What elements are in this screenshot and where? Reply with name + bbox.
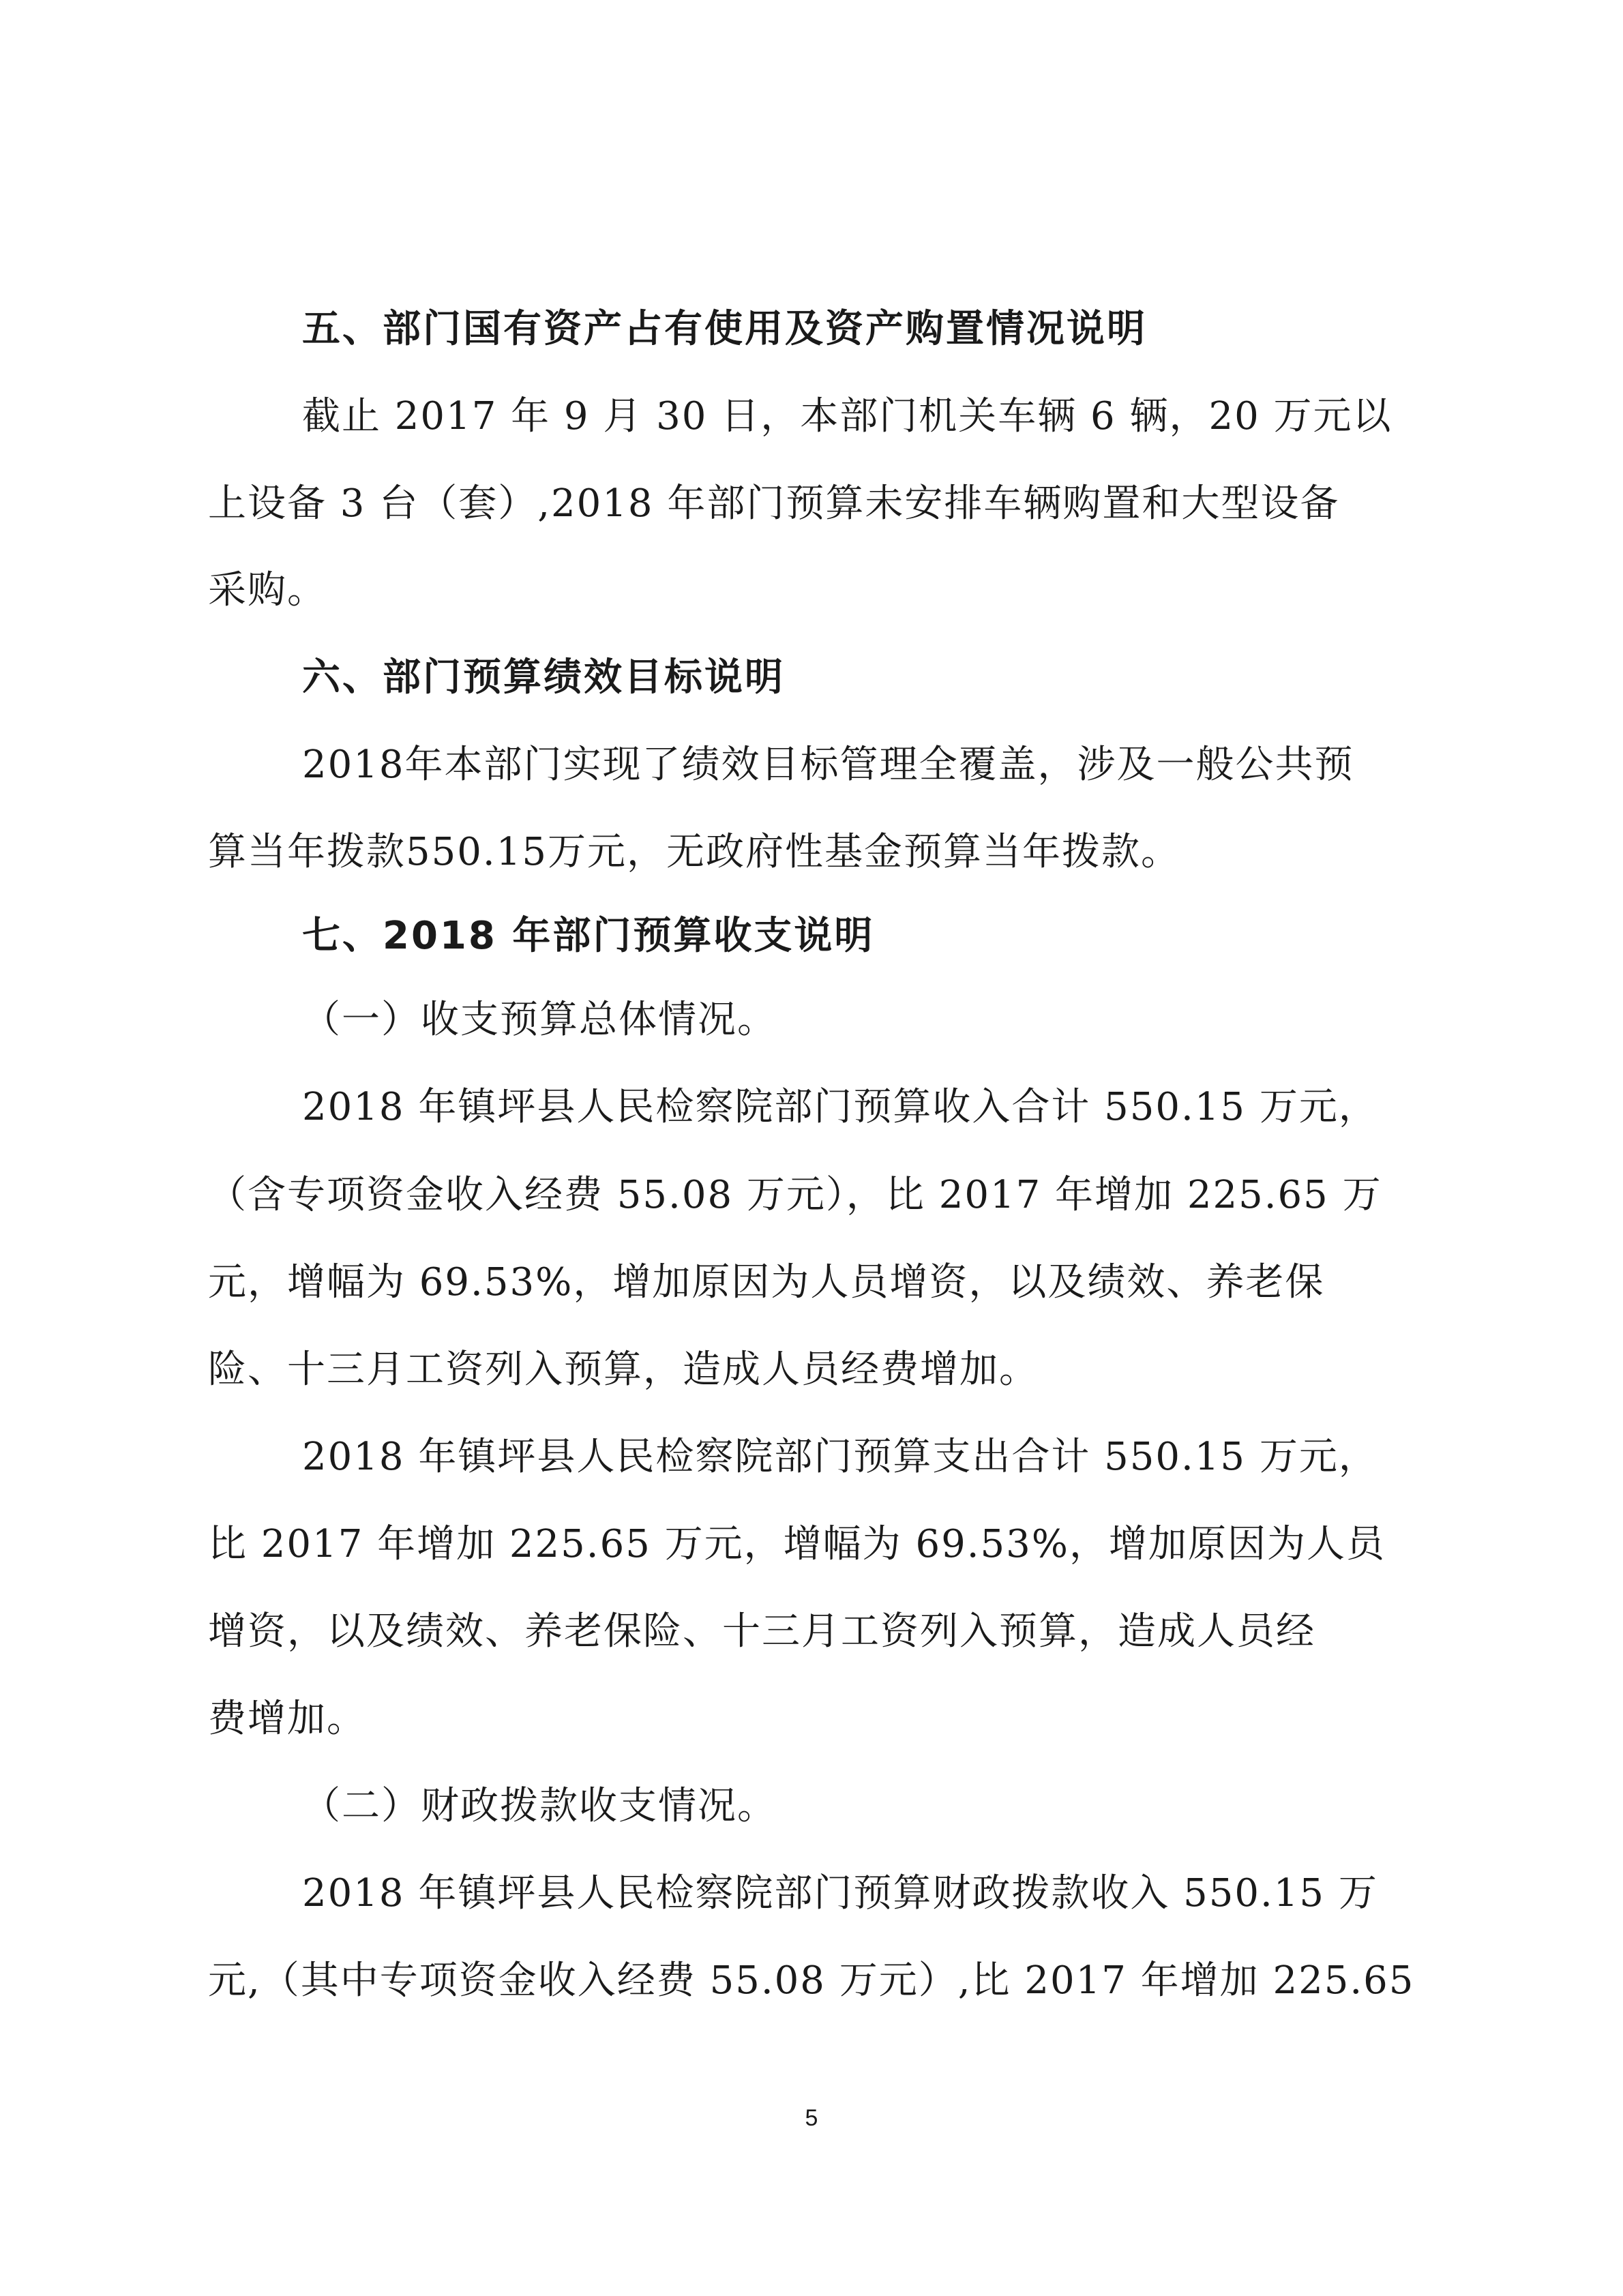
page-number: 5 bbox=[805, 2105, 818, 2131]
line-text: 2018 年镇坪县人民检察院部门预算收入合计 550.15 万元， bbox=[302, 1085, 1378, 1129]
line-text: （一）收支预算总体情况。 bbox=[302, 998, 777, 1042]
line-text: 费增加。 bbox=[208, 1697, 366, 1741]
heading-text: 五、部门国有资产占有使用及资产购置情况说明 bbox=[302, 307, 1147, 351]
line-text: 2018年本部门实现了绩效目标管理全覆盖，涉及一般公共预 bbox=[302, 743, 1354, 787]
line-text: 算当年拨款550.15万元，无政府性基金预算当年拨款。 bbox=[208, 830, 1180, 874]
line-text: （含专项资金收入经费 55.08 万元），比 2017 年增加 225.65 万 bbox=[208, 1173, 1382, 1217]
line-text: 增资，以及绩效、养老保险、十三月工资列入预算，造成人员经 bbox=[208, 1609, 1315, 1654]
line-text: 上设备 3 台（套）,2018 年部门预算未安排车辆购置和大型设备 bbox=[208, 481, 1340, 526]
line-text: 2018 年镇坪县人民检察院部门预算支出合计 550.15 万元， bbox=[302, 1435, 1378, 1479]
heading-text: 七、2018 年部门预算收支说明 bbox=[302, 914, 875, 958]
line-text: 险、十三月工资列入预算，造成人员经费增加。 bbox=[208, 1347, 1039, 1392]
line-text: 截止 2017 年 9 月 30 日，本部门机关车辆 6 辆，20 万元以 bbox=[302, 394, 1393, 438]
heading-text: 六、部门预算绩效目标说明 bbox=[302, 655, 785, 700]
line-text: 元，增幅为 69.53%，增加原因为人员增资，以及绩效、养老保 bbox=[208, 1260, 1325, 1304]
line-text: （二）财政拨款收支情况。 bbox=[302, 1784, 777, 1828]
line-text: 比 2017 年增加 225.65 万元，增幅为 69.53%，增加原因为人员 bbox=[208, 1522, 1386, 1566]
line-text: 2018 年镇坪县人民检察院部门预算财政拨款收入 550.15 万 bbox=[302, 1871, 1378, 1915]
line-text: 采购。 bbox=[208, 568, 327, 612]
line-text: 元,（其中专项资金收入经费 55.08 万元）,比 2017 年增加 225.65 bbox=[208, 1958, 1415, 2003]
